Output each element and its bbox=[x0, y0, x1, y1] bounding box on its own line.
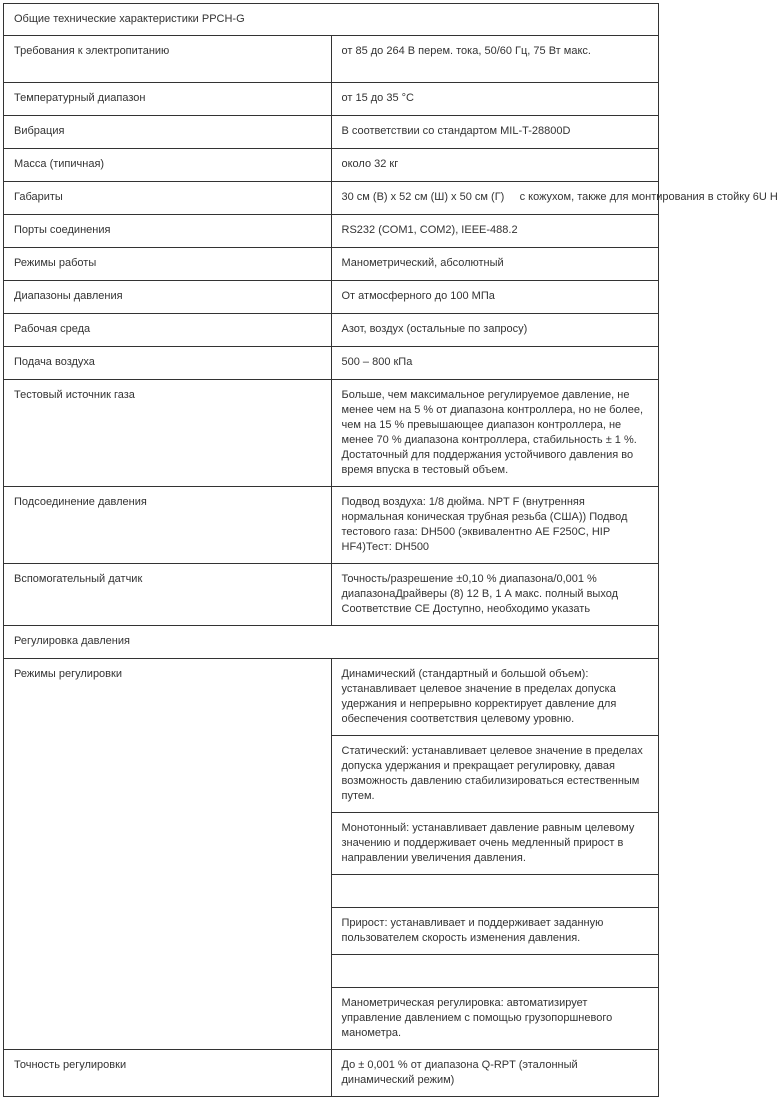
table-row bbox=[4, 248, 659, 281]
row-label: Режимы работы bbox=[4, 248, 332, 281]
row-value: От атмосферного до 100 МПа bbox=[331, 281, 659, 314]
table-row bbox=[4, 564, 659, 626]
row-value: Манометрический, абсолютный bbox=[331, 248, 659, 281]
row-value: 30 см (В) x 52 см (Ш) x 50 см (Г) с кожухом, также для монтирования в стойку 6U H bbox=[331, 182, 659, 215]
row-label: Точность регулировки bbox=[4, 1050, 332, 1097]
table-row bbox=[4, 182, 659, 215]
mode-cell-empty bbox=[331, 955, 659, 988]
modes-label: Режимы регулировки bbox=[4, 659, 332, 1050]
table-row bbox=[4, 487, 659, 564]
table-row bbox=[4, 83, 659, 116]
table-row bbox=[4, 149, 659, 182]
row-label: Рабочая среда bbox=[4, 314, 332, 347]
mode-cell: Прирост: устанавливает и поддерживает заданную пользователем скорость изменения давления. bbox=[331, 908, 659, 955]
row-label: Масса (типичная) bbox=[4, 149, 332, 182]
mode-cell: Монотонный: устанавливает давление равным целевому значению и поддерживает очень медленный прирост в направлении увеличения давления. bbox=[331, 813, 659, 875]
row-label: Порты соединения bbox=[4, 215, 332, 248]
row-value: Азот, воздух (остальные по запросу) bbox=[331, 314, 659, 347]
row-label: Габариты bbox=[4, 182, 332, 215]
table-title-row bbox=[4, 4, 659, 36]
row-value: В соответствии со стандартом MIL-T-28800D bbox=[331, 116, 659, 149]
row-value: RS232 (COM1, COM2), IEEE-488.2 bbox=[331, 215, 659, 248]
row-value: 500 – 800 кПа bbox=[331, 347, 659, 380]
table-row bbox=[4, 347, 659, 380]
table-row bbox=[4, 116, 659, 149]
table-row bbox=[4, 380, 659, 487]
table-row bbox=[4, 281, 659, 314]
row-label: Требования к электропитанию bbox=[4, 36, 332, 83]
table-title: Общие технические характеристики PPCH-G bbox=[4, 4, 659, 36]
row-label: Тестовый источник газа bbox=[4, 380, 332, 487]
row-value: Больше, чем максимальное регулируемое давление, не менее чем на 5 % от диапазона контроллера, но не более, чем на 15 % превышающее диапазон контроллера, не менее 70 % диапазона контроллера, стабильность ± 1 %. Достаточный для поддержания устойчивого давления во время впуска в тестовый объем. bbox=[331, 380, 659, 487]
row-label: Диапазоны давления bbox=[4, 281, 332, 314]
mode-cell: Динамический (стандартный и большой объем): устанавливает целевое значение в пределах допуска удержания и непрерывно корректирует давление для обеспечения соответствия целевому уровню. bbox=[331, 659, 659, 736]
table-row bbox=[4, 215, 659, 248]
mode-cell: Статический: устанавливает целевое значение в пределах допуска удержания и прекращает регулировку, давая возможность давлению стабилизироваться естественным путем. bbox=[331, 736, 659, 813]
row-label: Подача воздуха bbox=[4, 347, 332, 380]
row-value: Подвод воздуха: 1/8 дюйма. NPT F (внутренняя нормальная коническая трубная резьба (США)) Подвод тестового газа: DH500 (эквивалентно AE F250C, HIP HF4)Тест: DH500 bbox=[331, 487, 659, 564]
row-value: До ± 0,001 % от диапазона Q-RPT (эталонный динамический режим) bbox=[331, 1050, 659, 1097]
section-row bbox=[4, 626, 659, 659]
row-value: от 15 до 35 °C bbox=[331, 83, 659, 116]
table-row bbox=[4, 36, 659, 83]
table-row bbox=[4, 314, 659, 347]
row-value: от 85 до 264 В перем. тока, 50/60 Гц, 75 Вт макс. bbox=[331, 36, 659, 83]
section-title: Регулировка давления bbox=[4, 626, 659, 659]
mode-row bbox=[4, 659, 659, 736]
mode-cell: Манометрическая регулировка: автоматизирует управление давлением с помощью грузопоршневого манометра. bbox=[331, 988, 659, 1050]
specs-table bbox=[3, 3, 778, 1097]
table-row bbox=[4, 1050, 659, 1097]
row-label: Вибрация bbox=[4, 116, 332, 149]
row-label: Вспомогательный датчик bbox=[4, 564, 332, 626]
row-label: Температурный диапазон bbox=[4, 83, 332, 116]
row-label: Подсоединение давления bbox=[4, 487, 332, 564]
mode-cell-empty bbox=[331, 875, 659, 908]
row-value: около 32 кг bbox=[331, 149, 659, 182]
row-value: Точность/разрешение ±0,10 % диапазона/0,001 % диапазонаДрайверы (8) 12 В, 1 А макс. полный выход Соответствие СЕ Доступно, необходимо указать bbox=[331, 564, 659, 626]
